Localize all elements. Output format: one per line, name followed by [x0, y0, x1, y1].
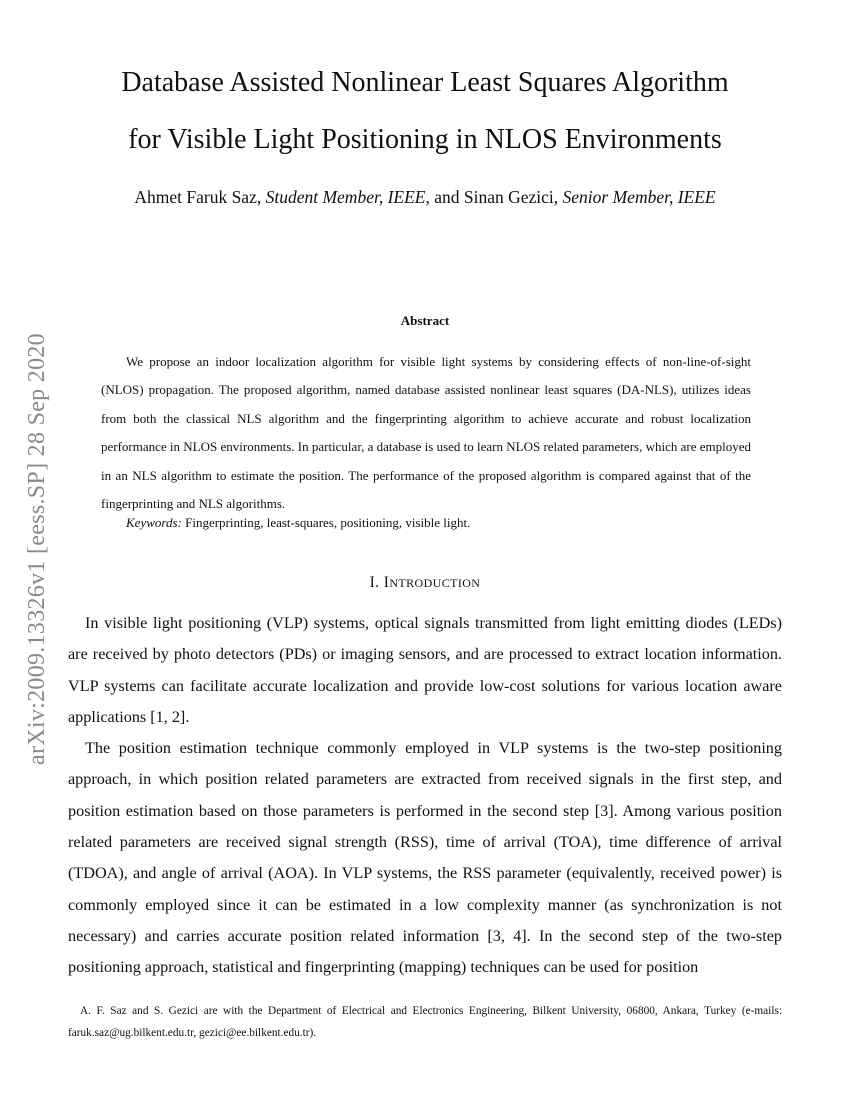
arxiv-identifier-stamp: arXiv:2009.13326v1 [eess.SP] 28 Sep 2020 — [24, 333, 50, 765]
body-paragraph-1: In visible light positioning (VLP) systems, optical signals transmitted from light emitting diodes (LEDs) are received by photo detectors (PDs) or imaging sensors, and are processed to extract location information. VLP systems can facilitate accurate localization and provide low-cost solutions for various location aware applications [1, 2]. — [68, 614, 782, 726]
section-heading-introduction — [0, 574, 850, 592]
author2-role: Senior Member, IEEE — [562, 187, 716, 207]
section-initial: I — [383, 574, 390, 591]
author1-role: Student Member, IEEE — [265, 187, 426, 207]
paper-title — [60, 54, 790, 168]
author-connector: , and Sinan Gezici, — [425, 187, 563, 207]
introduction-body — [68, 608, 782, 984]
abstract-body — [101, 348, 751, 518]
author-footnote — [68, 1000, 782, 1044]
abstract-paragraph: We propose an indoor localization algorithm for visible light systems by considering effects of non-line-of-sight (NLOS) propagation. The proposed algorithm, named database assisted nonlinear least squares (DA-NLS), utilizes ideas from both the classical NLS algorithm and the fingerprinting algorithm to achieve accurate and robust localization performance in NLOS environments. In particular, a database is used to learn NLOS related parameters, which are employed in an NLS algorithm to estimate the position. The performance of the proposed algorithm is compared against that of the fingerprinting and NLS algorithms. — [101, 354, 751, 512]
keywords-line — [126, 515, 470, 531]
footnote-text: A. F. Saz and S. Gezici are with the Department of Electrical and Electronics Engineering, Bilkent University, 06800, Ankara, Turkey (e-mails: faruk.saz@ug.bilkent.edu.tr, gezici@ee.bilkent.edu.tr). — [68, 1005, 782, 1039]
title-line-1: Database Assisted Nonlinear Least Squares Algorithm — [121, 67, 729, 98]
section-numeral: I. — [369, 574, 384, 591]
keywords-label: Keywords: — [126, 515, 182, 530]
abstract-heading: Abstract — [400, 313, 450, 328]
title-line-2: for Visible Light Positioning in NLOS Environments — [128, 124, 722, 155]
body-paragraph-2: The position estimation technique commonly employed in VLP systems is the two-step positioning approach, in which position related parameters are extracted from received signals in the first step, and position estimation based on those parameters is performed in the second step [3]. Among various position related parameters are received signal strength (RSS), time of arrival (TOA), time difference of arrival (TDOA), and angle of arrival (AOA). In VLP systems, the RSS parameter (equivalently, received power) is commonly employed since it can be estimated in a low complexity manner (as synchronization is not necessary) and carries accurate position related information [3, 4]. In the second step of the two-step positioning approach, statistical and fingerprinting (mapping) techniques can be used for position — [68, 739, 782, 977]
author1-name: Ahmet Faruk Saz, — [134, 187, 266, 207]
author-line — [60, 187, 790, 208]
section-title-rest: NTRODUCTION — [389, 576, 481, 590]
keywords-text: Fingerprinting, least-squares, positioning, visible light. — [181, 515, 471, 530]
